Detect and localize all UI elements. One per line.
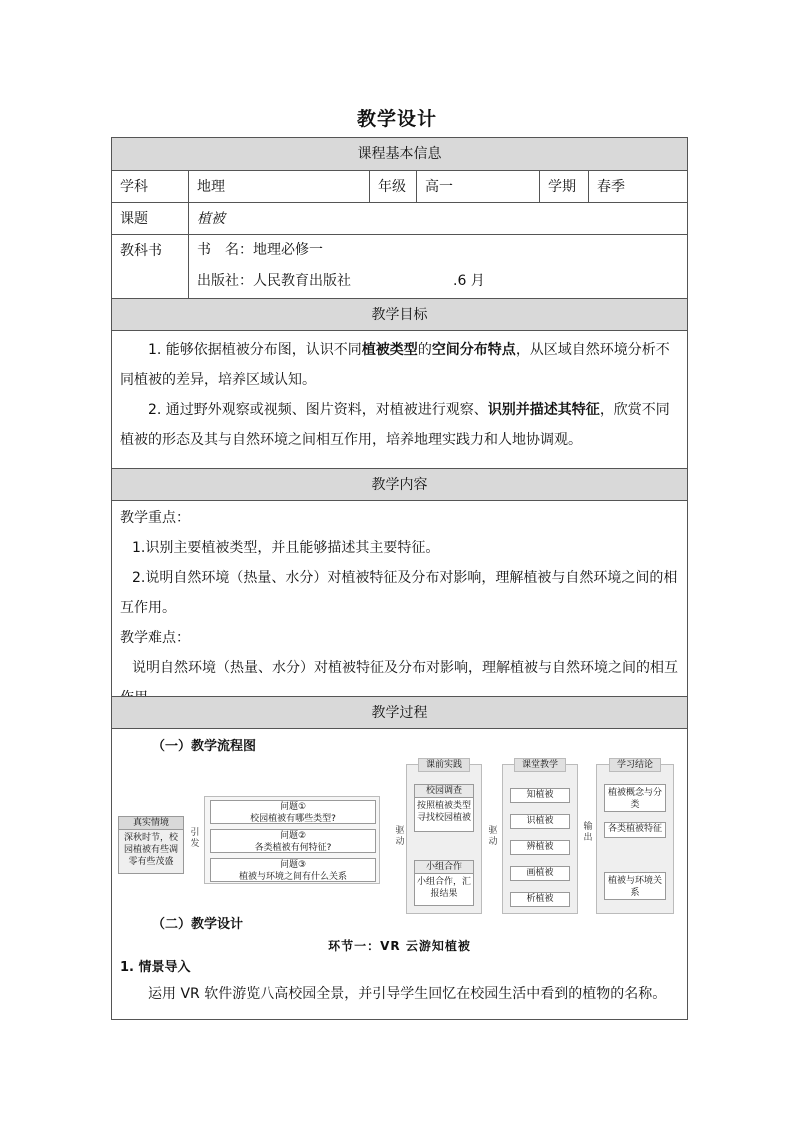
real-situation-title: 真实情境 — [119, 817, 183, 830]
subject-row — [112, 170, 687, 202]
conclusion-item-2: 各类植被特征 — [604, 822, 666, 838]
publisher-line — [197, 266, 687, 297]
document-title: 教学设计 — [356, 108, 437, 130]
textbook-label: 教科书 — [120, 243, 162, 259]
teaching-flowchart — [112, 754, 687, 914]
content-header: 教学内容 — [112, 468, 687, 500]
intro-text: 运用 VR 软件游览八高校园全景，并引导学生回忆在校园生活中看到的植物的名称。 — [148, 986, 667, 1002]
grade-label: 年级 — [369, 171, 416, 202]
class-item-4: 画植被 — [510, 866, 570, 881]
real-situation-box — [118, 816, 184, 874]
output-label: 输出 — [583, 822, 593, 843]
intro-heading: 1. 情景导入 — [120, 960, 191, 975]
process-body — [112, 728, 687, 1019]
lead-label: 引发 — [190, 828, 200, 849]
group-work-box — [414, 860, 474, 906]
topic-value: 植被 — [188, 203, 687, 234]
subject-value: 地理 — [188, 171, 369, 202]
question-2: 问题② 各类植被有何特征? — [210, 829, 376, 853]
topic-row — [112, 202, 687, 234]
publish-month: .6 月 — [453, 273, 485, 289]
content-body — [112, 500, 687, 696]
drive-label-1: 驱动 — [395, 826, 405, 847]
subject-label: 学科 — [120, 179, 148, 195]
term-label: 学期 — [539, 171, 588, 202]
group-work-text: 小组合作，汇报结果 — [417, 877, 472, 899]
flowchart-title: （一）教学流程图 — [152, 739, 257, 754]
lesson-plan-table — [111, 137, 688, 1020]
process-header: 教学过程 — [112, 696, 687, 728]
group-work-title: 小组合作 — [415, 861, 473, 874]
objectives-body — [112, 330, 687, 468]
classroom-title: 课堂教学 — [514, 758, 566, 772]
term-value: 春季 — [588, 171, 687, 202]
link-one-title: 环节一：VR 云游知植被 — [328, 939, 471, 953]
campus-survey-box — [414, 784, 474, 832]
class-item-3: 辨植被 — [510, 840, 570, 855]
key-point-1: 1.识别主要植被类型，并且能够描述其主要特征。 — [132, 540, 440, 556]
class-item-1: 知植被 — [510, 788, 570, 803]
textbook-info — [188, 235, 687, 298]
preclass-title: 课前实践 — [418, 758, 470, 772]
conclusion-item-1: 植被概念与分类 — [604, 784, 666, 812]
grade-value: 高一 — [416, 171, 539, 202]
textbook-row — [112, 234, 687, 298]
drive-label-2: 驱动 — [488, 826, 498, 847]
publisher-text: 出版社：人民教育出版社 — [197, 273, 351, 289]
question-3: 问题③ 植被与环境之间有什么关系 — [210, 858, 376, 882]
key-points-label: 教学重点： — [120, 510, 190, 526]
difficulty-label: 教学难点： — [120, 630, 190, 646]
design-section-title: （二）教学设计 — [152, 917, 244, 932]
topic-label: 课题 — [120, 211, 148, 227]
conclusion-title: 学习结论 — [609, 758, 661, 772]
campus-survey-title: 校园调查 — [415, 785, 473, 798]
objective-2: 2. 通过野外观察或视频、图片资料，对植被进行观察、识别并描述其特征，欣赏不同植被的形态及其与自然环境之间相互作用，培养地理实践力和人地协调观。 — [120, 402, 670, 448]
question-1: 问题① 校园植被有哪些类型? — [210, 800, 376, 824]
objectives-header: 教学目标 — [112, 298, 687, 330]
key-point-2: 2.说明自然环境（热量、水分）对植被特征及分布对影响，理解植被与自然环境之间的相互作用。 — [120, 570, 678, 616]
difficulty-1: 说明自然环境（热量、水分）对植被特征及分布对影响，理解植被与自然环境之间的相互 — [132, 660, 678, 676]
conclusion-item-3: 植被与环境关系 — [604, 872, 666, 900]
book-name-line: 书 名：地理必修一 — [197, 242, 323, 258]
real-situation-text: 深秋时节，校园植被有些凋零有些茂盛 — [123, 833, 178, 867]
class-item-5: 析植被 — [510, 892, 570, 907]
basic-info-header: 课程基本信息 — [112, 138, 687, 170]
campus-survey-text: 按照植被类型寻找校园植被 — [417, 801, 472, 823]
class-item-2: 识植被 — [510, 814, 570, 829]
objective-1: 1. 能够依据植被分布图，认识不同植被类型的空间分布特点，从区域自然环境分析不同植被的差异，培养区域认知。 — [120, 342, 670, 388]
